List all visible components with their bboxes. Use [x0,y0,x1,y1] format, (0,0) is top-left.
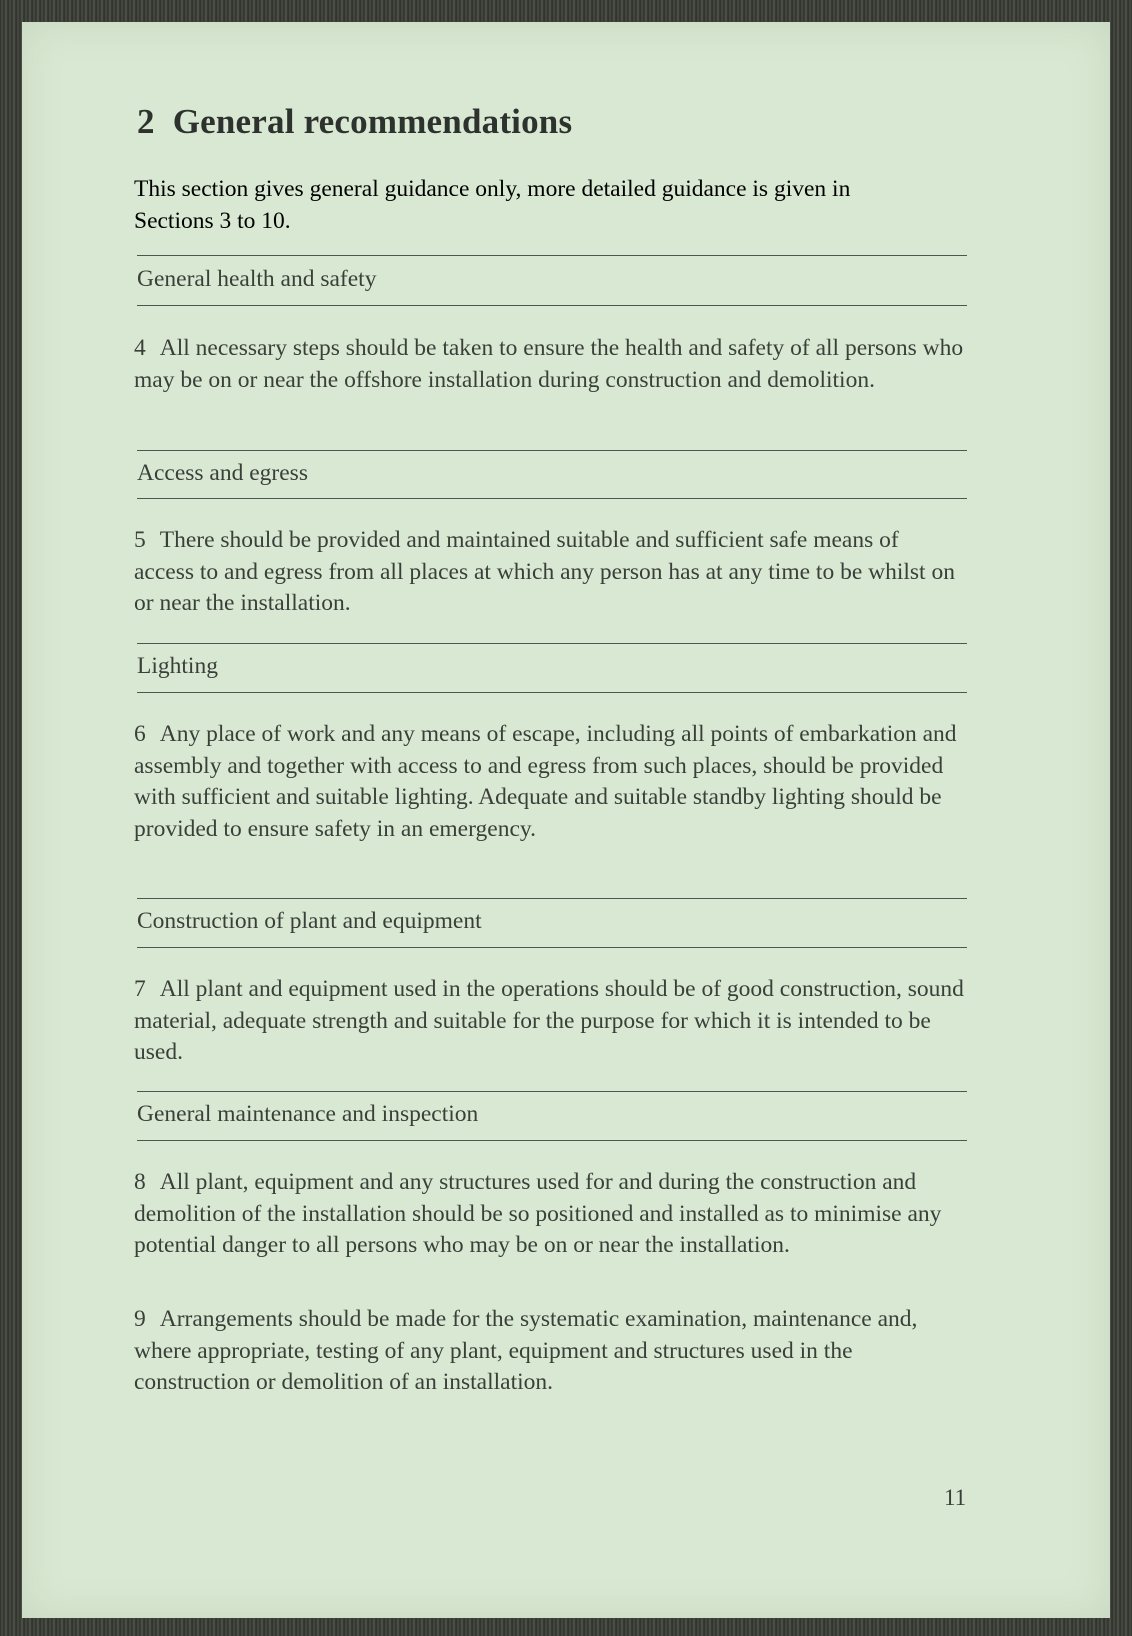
divider-rule [137,1091,967,1092]
paragraph-number: 7 [134,976,146,1002]
divider-rule [137,898,967,899]
paragraph-number: 6 [134,721,146,747]
paragraph-text: Any place of work and any means of escape, including all points of embarkation and assembly and together with access to and egress from such places, should be provided with sufficient and suitable lighting. Adequate and suitable standby lighting should be provided to ensure safety in an emergency. [134,721,957,842]
paragraph-text: All necessary steps should be taken to ensure the health and safety of all persons who may be on or near the offshore installation during construction and demolition. [134,335,964,393]
paragraph-number: 8 [134,1169,146,1195]
document-page [22,22,1110,1618]
paragraph-number: 4 [134,335,146,361]
paragraph-text: There should be provided and maintained suitable and sufficient safe means of access to and egress from all places at which any person has at any time to be whilst on or near the installation. [134,527,955,616]
paragraph-6 [134,719,964,845]
divider-rule [137,692,967,693]
section-number: 2 [137,102,155,141]
subsection-heading-maintenance: General maintenance and inspection [137,1101,479,1127]
divider-rule [137,255,967,256]
paragraph-4 [134,333,964,396]
divider-rule [137,643,967,644]
paragraph-text: Arrangements should be made for the systematic examination, maintenance and, where appropriate, testing of any plant, equipment and structures used in the construction or demolition of an installation. [134,1306,918,1395]
paragraph-8 [134,1167,964,1262]
paragraph-number: 9 [134,1306,146,1332]
page-number: 11 [944,1485,967,1510]
divider-rule [137,305,967,306]
subsection-heading-construction: Construction of plant and equipment [137,908,482,934]
divider-rule [137,1140,967,1141]
section-intro: This section gives general guidance only, more detailed guidance is given in Sections 3 to 10. [134,176,851,234]
paragraph-5 [134,525,964,620]
paragraph-text: All plant, equipment and any structures used for and during the construction and demolition of the installation should be so positioned and installed as to minimise any potential danger to all persons who may be on or near the installation. [134,1169,942,1258]
divider-rule [137,498,967,499]
paragraph-text: All plant and equipment used in the operations should be of good construction, sound material, adequate strength and suitable for the purpose for which it is intended to be used. [134,976,964,1065]
paragraph-9 [134,1304,964,1399]
divider-rule [137,450,967,451]
subsection-heading-access-egress: Access and egress [137,460,308,486]
subsection-heading-lighting: Lighting [137,653,218,679]
subsection-heading-health-safety: General health and safety [137,266,377,292]
divider-rule [137,947,967,948]
section-title-text: General recommendations [172,102,573,141]
section-title [137,102,572,142]
paragraph-7 [134,974,964,1069]
paragraph-number: 5 [134,527,146,553]
